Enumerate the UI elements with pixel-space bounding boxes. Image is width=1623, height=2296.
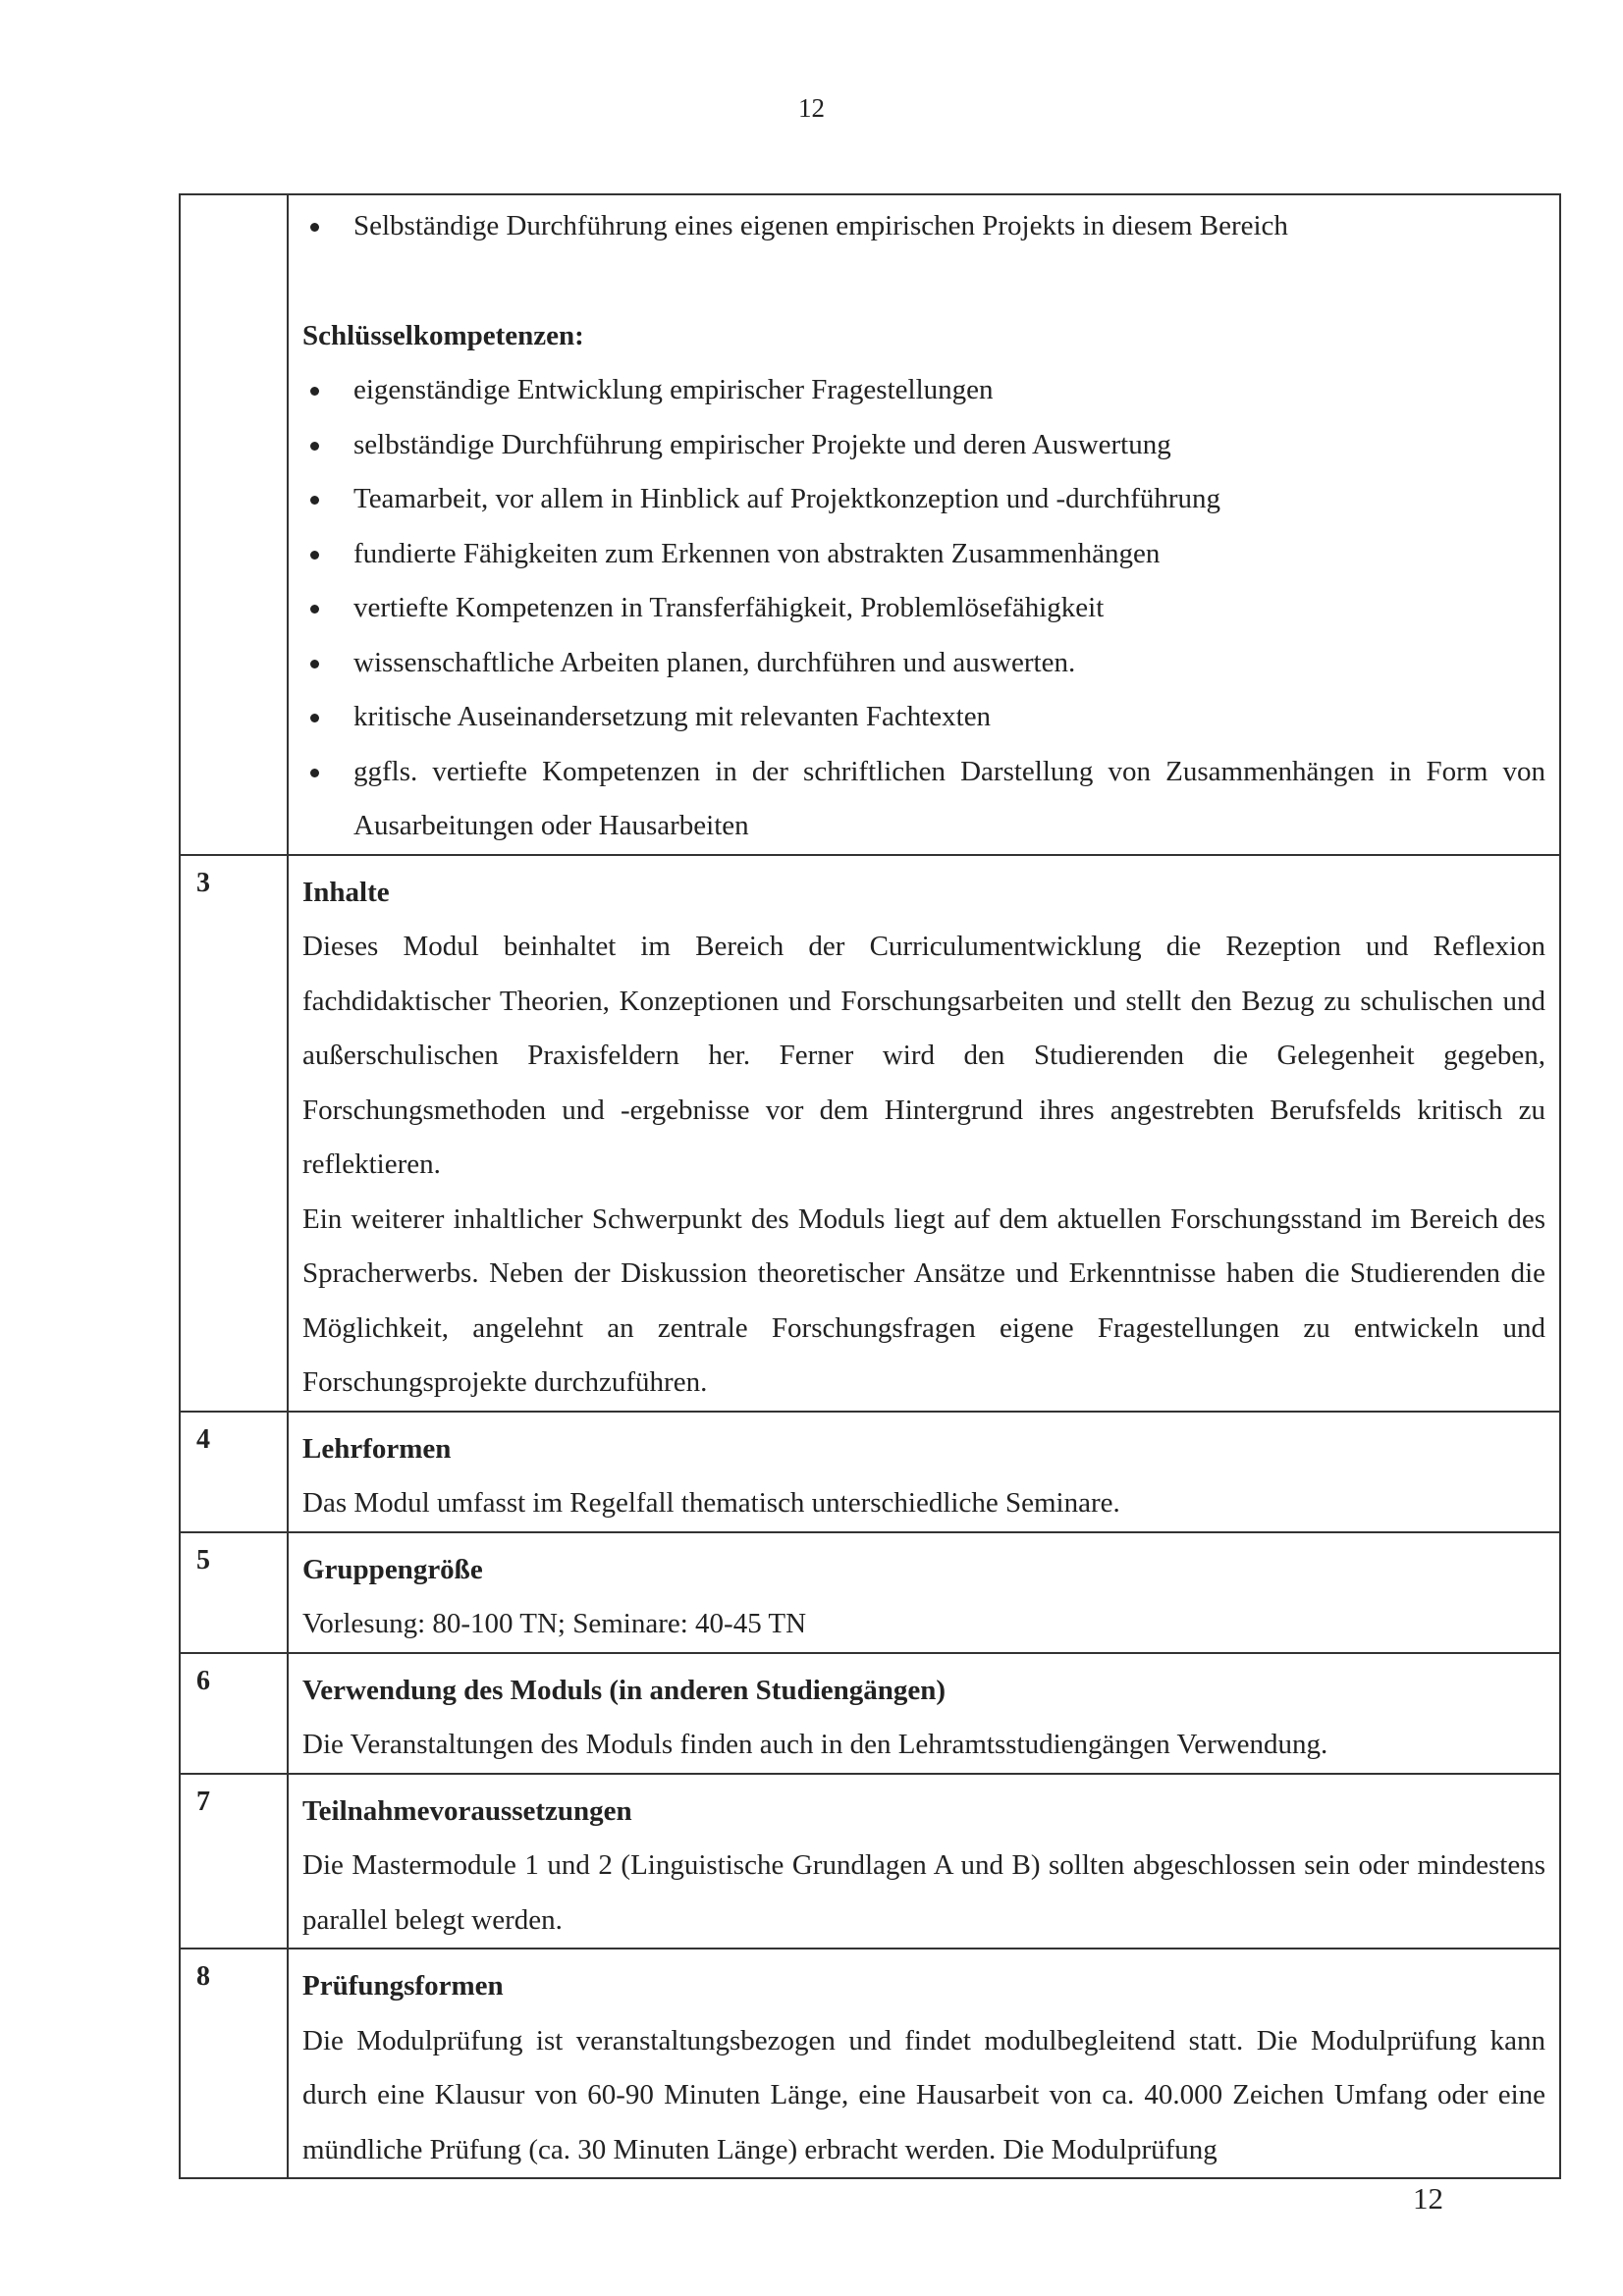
section-paragraph: Die Mastermodule 1 und 2 (Linguistische Grundlagen A und B) sollten abgeschlossen sein oder mindestens parallel belegt werden. [302,1849,1545,1936]
key-competencies-heading: Schlüsselkompetenzen: [302,319,584,351]
section-title: Inhalte [302,876,390,908]
table-row-section-3 [180,855,1560,1412]
table-row-section-5 [180,1532,1560,1653]
section-content [288,1653,1560,1774]
page-number-top: 12 [798,93,825,123]
list-item: fundierte Fähigkeiten zum Erkennen von abstrakten Zusammenhängen [302,527,1545,582]
section-content [288,855,1560,1412]
list-item: Teamarbeit, vor allem in Hinblick auf Projektkonzeption und -durchführung [302,472,1545,527]
section-paragraph: Dieses Modul beinhaltet im Bereich der Curriculumentwicklung die Rezeption und Reflexion fachdidaktischer Theorien, Konzeptionen und Forschungsarbeiten und stellt den Bezug zu schulischen und außerschulischen Praxisfeldern her. Ferner wird den Studierenden die Gelegenheit gegeben, Forschungsmethoden und -ergebnisse vor dem Hintergrund ihres angestrebten Berufsfelds kritisch zu reflektieren. [302,931,1545,1180]
table-row-section-4 [180,1412,1560,1532]
section-paragraph: Ein weiterer inhaltlicher Schwerpunkt des Moduls liegt auf dem aktuellen Forschungsstand im Bereich des Spracherwerbs. Neben der Diskussion theoretischer Ansätze und Erkenntnisse haben die Studierenden die Möglichkeit, angelehnt an zentrale Forschungsfragen eigene Fragestellungen zu entwickeln und Forschungsprojekte durchzuführen. [302,1202,1545,1398]
section-content [288,1949,1560,2178]
section-paragraph: Das Modul umfasst im Regelfall thematisch unterschiedliche Seminare. [302,1487,1120,1519]
section-paragraph: Die Veranstaltungen des Moduls finden auch in den Lehramtsstudiengängen Verwendung. [302,1729,1328,1760]
section-number: 8 [180,1949,288,2178]
section-paragraph: Vorlesung: 80-100 TN; Seminare: 40-45 TN [302,1608,807,1639]
table-row-section-7 [180,1774,1560,1949]
section-title: Teilnahmevoraussetzungen [302,1794,632,1827]
list-item: kritische Auseinandersetzung mit relevanten Fachtexten [302,690,1545,745]
table-row-continuation [180,194,1560,855]
table-row-section-8 [180,1949,1560,2178]
section-number: 3 [180,855,288,1412]
row-content-cell [288,194,1560,855]
section-number: 7 [180,1774,288,1949]
section-number: 4 [180,1412,288,1532]
list-item: Selbständige Durchführung eines eigenen empirischen Projekts in diesem Bereich [302,199,1545,254]
section-content [288,1532,1560,1653]
section-number: 5 [180,1532,288,1653]
list-item: eigenständige Entwicklung empirischer Fragestellungen [302,363,1545,418]
section-title: Gruppengröße [302,1553,483,1585]
table-row-section-6 [180,1653,1560,1774]
list-item: selbständige Durchführung empirischer Projekte und deren Auswertung [302,418,1545,473]
section-paragraph: Die Modulprüfung ist veranstaltungsbezogen und findet modulbegleitend statt. Die Modulprüfung kann durch eine Klausur von 60-90 Minuten Länge, eine Hausarbeit von ca. 40.000 Zeichen Umfang oder eine mündliche Prüfung (ca. 30 Minuten Länge) erbracht werden. Die Modulprüfung [302,2024,1545,2165]
row-number-cell [180,194,288,855]
page-number-bottom: 12 [1413,2181,1443,2216]
section-content [288,1412,1560,1532]
section-title: Verwendung des Moduls (in anderen Studiengängen) [302,1674,947,1706]
module-description-table [179,193,1561,2179]
section-content [288,1774,1560,1949]
list-item: vertiefte Kompetenzen in Transferfähigkeit, Problemlösefähigkeit [302,581,1545,636]
list-item: ggfls. vertiefte Kompetenzen in der schriftlichen Darstellung von Zusammenhängen in Form von Ausarbeitungen oder Hausarbeiten [302,745,1545,854]
section-title: Lehrformen [302,1432,452,1465]
list-item: wissenschaftliche Arbeiten planen, durchführen und auswerten. [302,636,1545,691]
section-title: Prüfungsformen [302,1970,504,2002]
section-number: 6 [180,1653,288,1774]
